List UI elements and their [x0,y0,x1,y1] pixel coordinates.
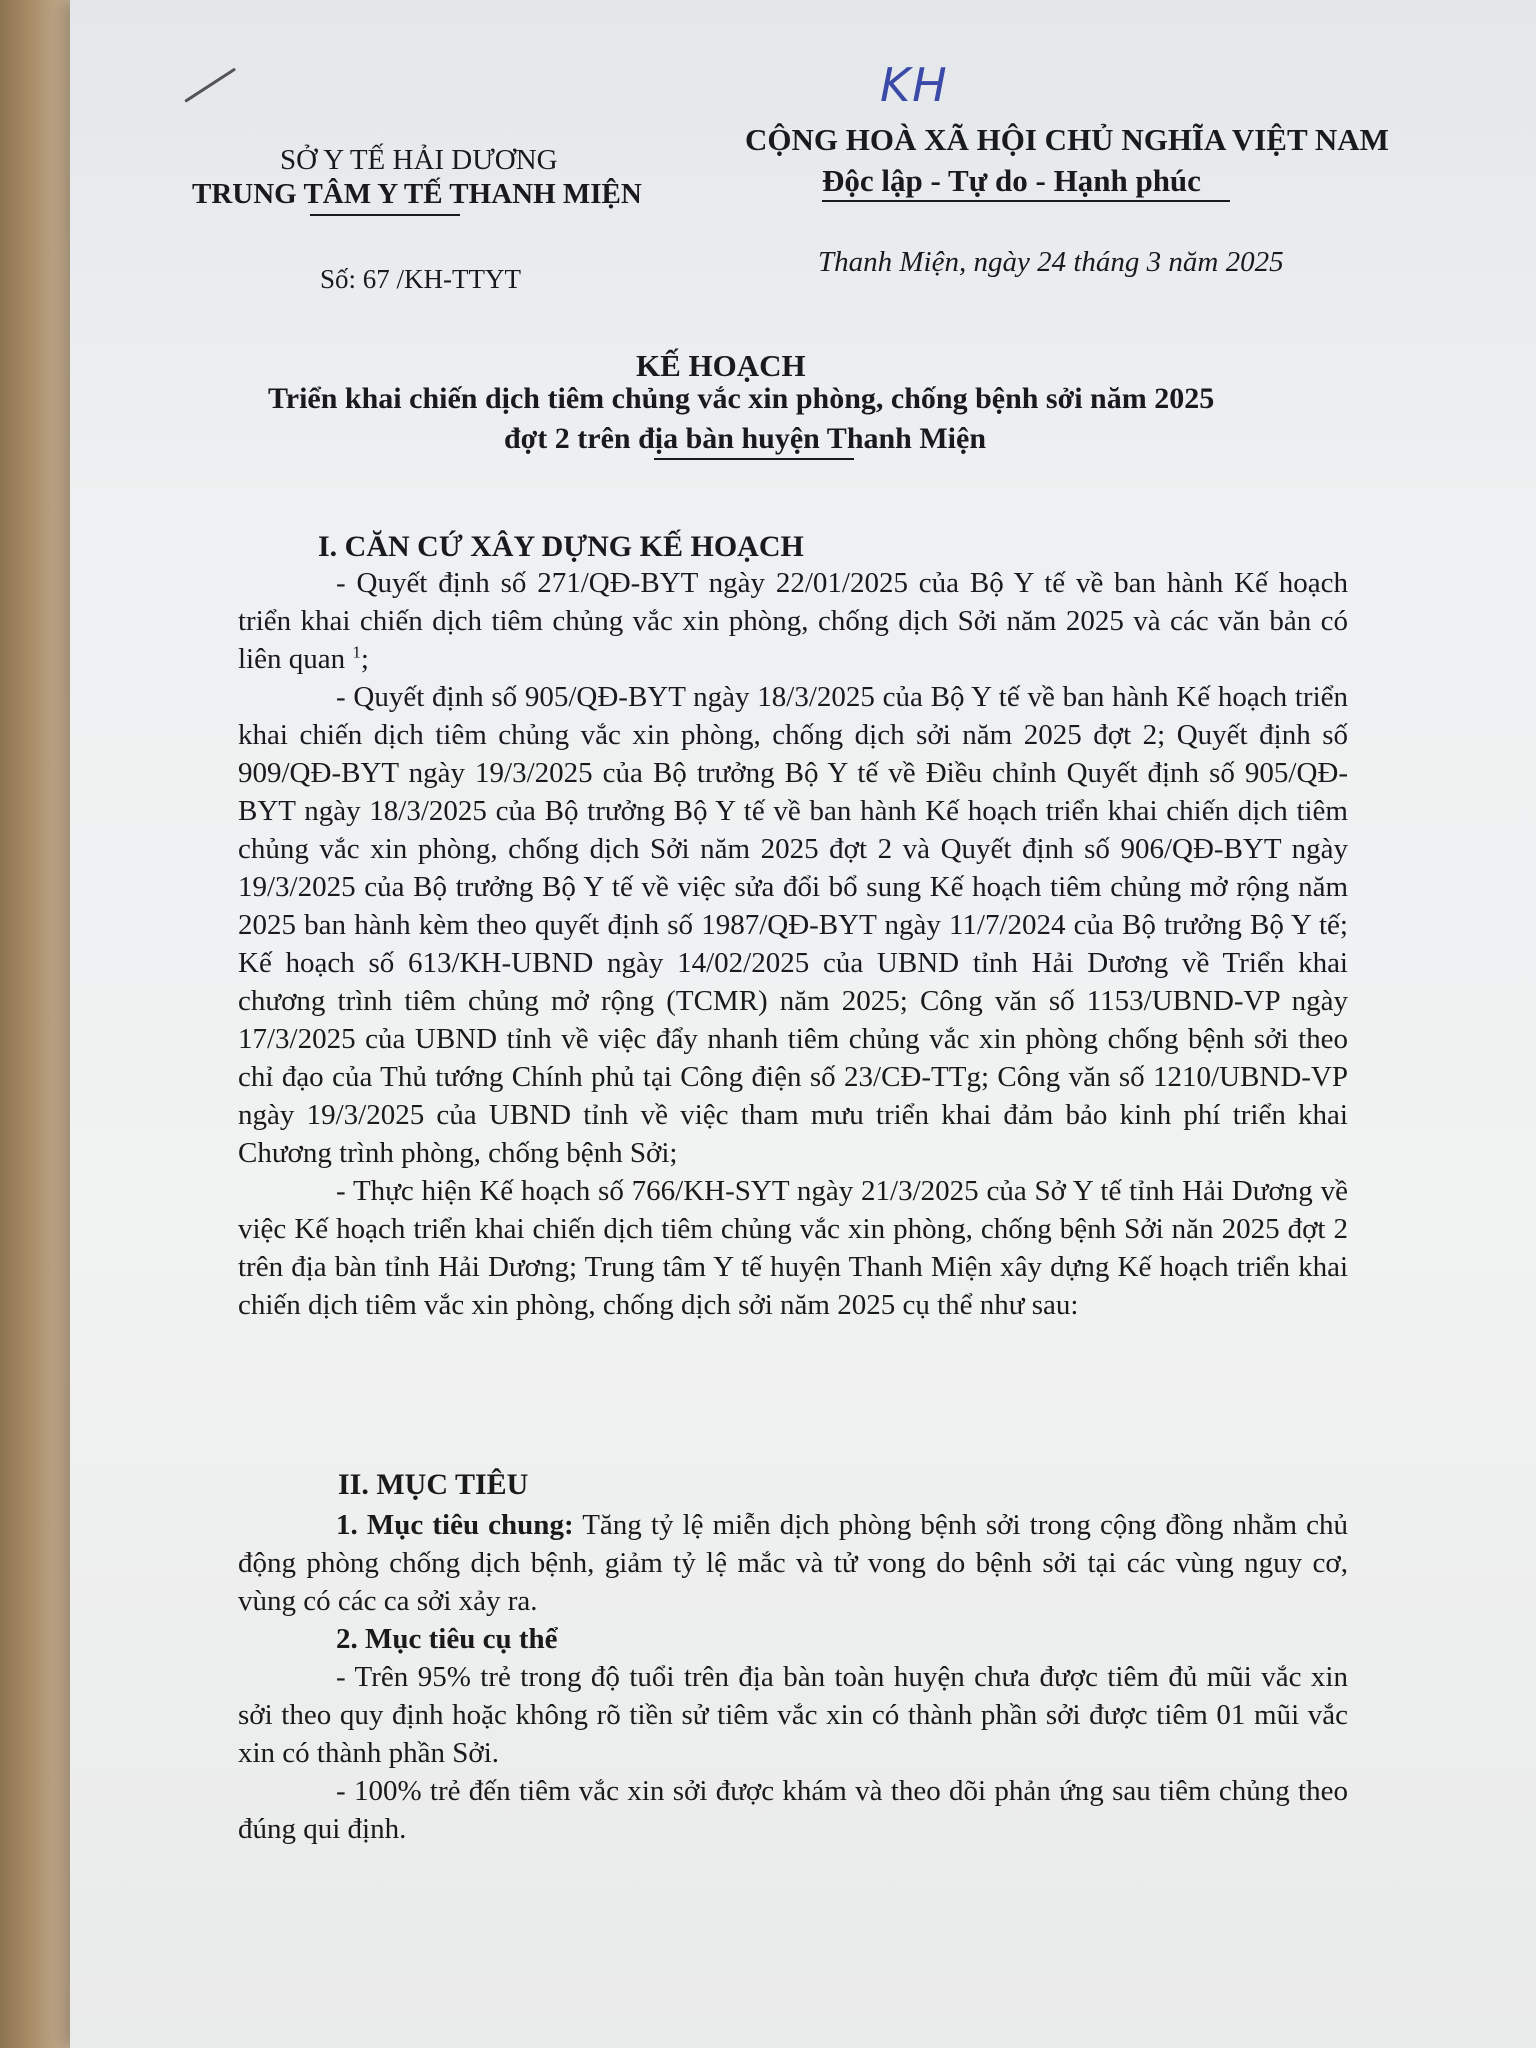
para-1-text: - Quyết định số 271/QĐ-BYT ngày 22/01/2025 của Bộ Y tế về ban hành Kế hoạch triển khai chiến dịch tiêm chủng vắc xin phòng, chống dịch Sởi năm 2025 và các văn bản có liên quan [238,567,1348,675]
document-type: KẾ HOẠCH [636,348,806,383]
section-1-para-1 [238,564,1348,678]
nation-line-2: Độc lập - Tự do - Hạnh phúc [822,163,1201,198]
document-title-line-1: Triển khai chiến dịch tiêm chủng vắc xin phòng, chống bệnh sởi năm 2025 [268,382,1215,415]
specific-objective-label: 2. Mục tiêu cụ thể [336,1623,558,1655]
nation-line-1: CỘNG HOÀ XÃ HỘI CHỦ NGHĨA VIỆT NAM [745,122,1389,157]
general-objective-label: 1. Mục tiêu chung: [336,1509,574,1541]
general-objective [238,1506,1348,1620]
org-underline [310,214,460,216]
section-1-body [238,564,1348,1324]
section-2-heading: II. MỤC TIÊU [338,1468,529,1501]
handwritten-note: KH [880,58,949,112]
specific-objective-1: - Trên 95% trẻ trong độ tuổi trên địa bàn toàn huyện chưa được tiêm đủ mũi vắc xin sởi theo quy định hoặc không rõ tiền sử tiêm vắc xin có thành phần sởi được tiêm 01 mũi vắc xin có thành phần Sởi. [238,1661,1348,1769]
org-line-1: SỞ Y TẾ HẢI DƯƠNG [280,144,558,176]
document-date: Thanh Miện, ngày 24 tháng 3 năm 2025 [818,246,1284,278]
specific-objective-heading [238,1620,1348,1658]
title-underline [654,458,854,460]
document-title-line-2: đợt 2 trên địa bàn huyện Thanh Miện [504,422,987,455]
org-line-2: TRUNG TÂM Y TẾ THANH MIỆN [192,178,642,210]
para-1-end: ; [360,643,369,675]
document-number: Số: 67 /KH-TTYT [320,264,521,294]
section-1-heading: I. CĂN CỨ XÂY DỰNG KẾ HOẠCH [318,530,804,563]
section-1-para-2: - Quyết định số 905/QĐ-BYT ngày 18/3/2025 của Bộ Y tế về ban hành Kế hoạch triển khai chiến dịch tiêm chủng vắc xin phòng, chống dịch sởi năm 2025 đợt 2; Quyết định số 909/QĐ-BYT ngày 19/3/2025 của Bộ trưởng Bộ Y tế về Điều chỉnh Quyết định số 905/QĐ-BYT ngày 18/3/2025 của Bộ trưởng Bộ Y tế về ban hành Kế hoạch triển khai chiến dịch tiêm chủng vắc xin phòng, chống dịch Sởi năm 2025 đợt 2 và Quyết định số 906/QĐ-BYT ngày 19/3/2025 của Bộ trưởng Bộ Y tế về việc sửa đổi bổ sung Kế hoạch tiêm chủng mở rộng năm 2025 ban hành kèm theo quyết định số 1987/QĐ-BYT ngày 11/7/2024 của Bộ trưởng Bộ Y tế; Kế hoạch số 613/KH-UBND ngày 14/02/2025 của UBND tỉnh Hải Dương về Triển khai chương trình tiêm chủng mở rộng (TCMR) năm 2025; Công văn số 1153/UBND-VP ngày 17/3/2025 của UBND tỉnh về việc đẩy nhanh tiêm chủng vắc xin phòng chống bệnh sởi theo chỉ đạo của Thủ tướng Chính phủ tại Công điện số 23/CĐ-TTg; Công văn số 1210/UBND-VP ngày 19/3/2025 của UBND tỉnh về việc tham mưu triển khai đảm bảo kinh phí triển khai Chương trình phòng, chống bệnh Sởi; [238,681,1348,1169]
pen-mark [184,68,236,103]
nation-underline [822,200,1230,202]
specific-objective-2: - 100% trẻ đến tiêm vắc xin sởi được khám và theo dõi phản ứng sau tiêm chủng theo đúng qui định. [238,1775,1348,1845]
footnote-ref: 1 [352,642,361,662]
section-1-para-3: - Thực hiện Kế hoạch số 766/KH-SYT ngày 21/3/2025 của Sở Y tế tỉnh Hải Dương về việc Kế hoạch triển khai chiến dịch tiêm chủng vắc xin phòng, chống bệnh Sởi năn 2025 đợt 2 trên địa bàn tỉnh Hải Dương; Trung tâm Y tế huyện Thanh Miện xây dựng Kế hoạch triển khai chiến dịch tiêm vắc xin phòng, chống dịch sởi năm 2025 cụ thể như sau: [238,1175,1348,1321]
section-2-body [238,1506,1348,1848]
general-objective-text: Tăng tỷ lệ miễn dịch phòng bệnh sởi trong cộng đồng nhằm chủ động phòng chống dịch bệnh, giảm tỷ lệ mắc và tử vong do bệnh sởi tại các vùng nguy cơ, vùng có các ca sởi xảy ra. [238,1509,1349,1617]
